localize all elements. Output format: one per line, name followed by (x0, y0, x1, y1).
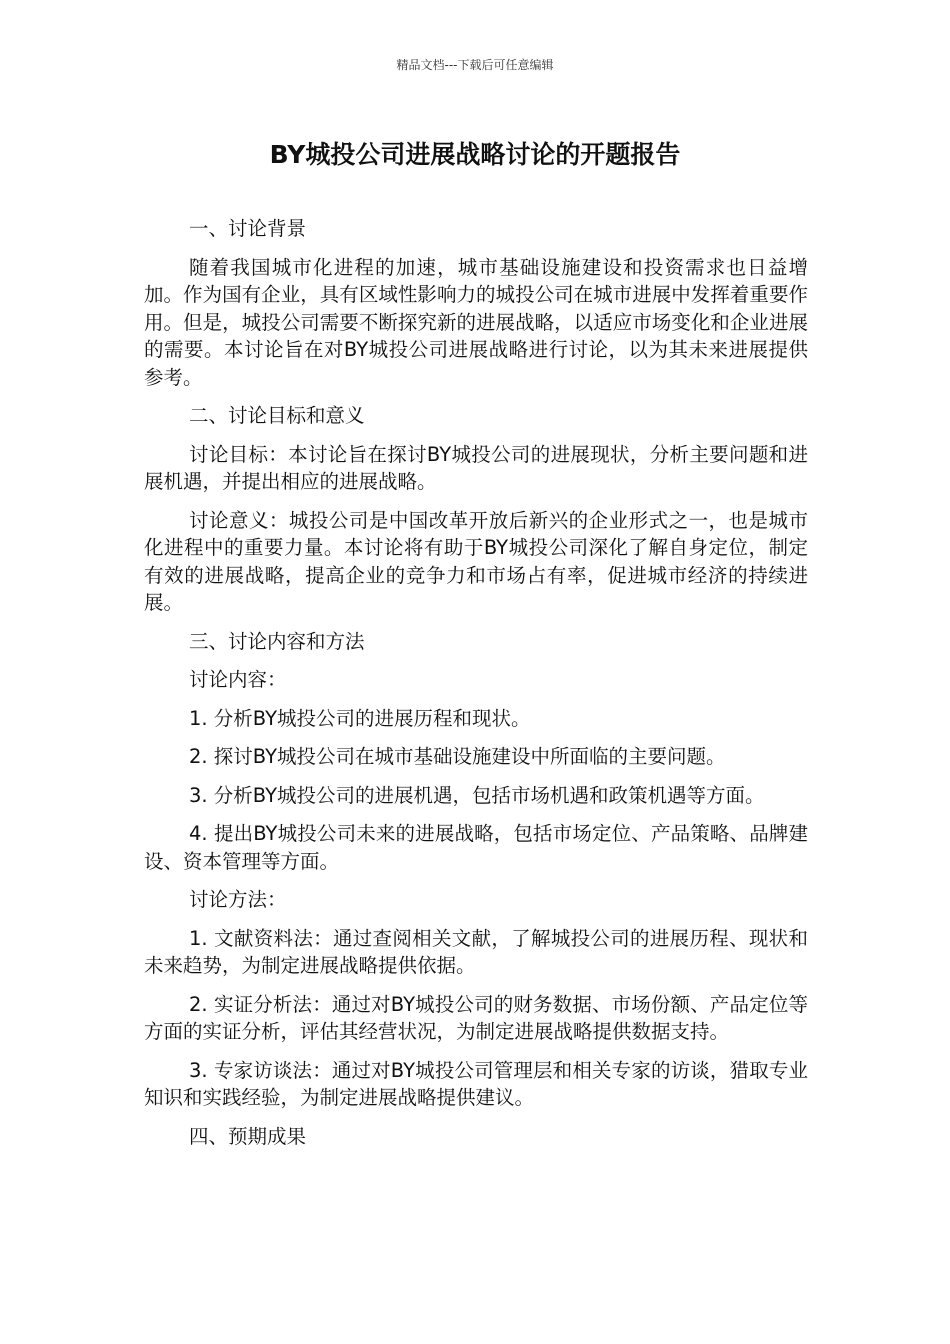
subheading-methods: 讨论方法： (189, 888, 287, 911)
section-heading-background: 一、讨论背景 (189, 217, 307, 240)
section-heading-content-method: 三、讨论内容和方法 (189, 629, 365, 653)
document-body (144, 215, 808, 1161)
list-item-content-3: 3. 分析BY城投公司的进展机遇，包括市场机遇和政策机遇等方面。 (189, 783, 765, 807)
section-heading-goals: 二、讨论目标和意义 (189, 404, 365, 427)
paragraph-significance: 讨论意义：城投公司是中国改革开放后新兴的企业形式之一，也是城市化进程中的重要力量。本讨论将有助于BY城投公司深化了解自身定位，制定有效的进展战略，提高企业的竞争力和市场占有率，促进城市经济的持续进展。 (144, 508, 808, 614)
header-note: 精品文档---下载后可任意编辑 (396, 58, 554, 72)
list-item-content-2: 2. 探讨BY城投公司在城市基础设施建设中所面临的主要问题。 (189, 745, 726, 768)
list-item-method-3: 3. 专家访谈法：通过对BY城投公司管理层和相关专家的访谈，猎取专业知识和实践经验，为制定进展战略提供建议。 (144, 1058, 808, 1109)
section-heading-outcomes: 四、预期成果 (189, 1124, 307, 1148)
document-title: BY城投公司进展战略讨论的开题报告 (269, 140, 681, 169)
list-item-method-1: 1. 文献资料法：通过查阅相关文献，了解城投公司的进展历程、现状和未来趋势，为制定进展战略提供依据。 (144, 926, 808, 977)
list-item-method-2: 2. 实证分析法：通过对BY城投公司的财务数据、市场份额、产品定位等方面的实证分析，评估其经营状况，为制定进展战略提供数据支持。 (144, 992, 808, 1043)
paragraph-goal: 讨论目标：本讨论旨在探讨BY城投公司的进展现状，分析主要问题和进展机遇，并提出相应的进展战略。 (144, 442, 808, 493)
list-item-content-4: 4. 提出BY城投公司未来的进展战略，包括市场定位、产品策略、品牌建设、资本管理等方面。 (144, 822, 808, 873)
subheading-content: 讨论内容： (189, 668, 287, 691)
paragraph-background: 随着我国城市化进程的加速，城市基础设施建设和投资需求也日益增加。作为国有企业，具有区域性影响力的城投公司在城市进展中发挥着重要作用。但是，城投公司需要不断探究新的进展战略，以适应市场变化和企业进展的需要。本讨论旨在对BY城投公司进展战略进行讨论，以为其未来进展提供参考。 (144, 255, 808, 389)
list-item-content-1: 1. 分析BY城投公司的进展历程和现状。 (189, 706, 531, 730)
